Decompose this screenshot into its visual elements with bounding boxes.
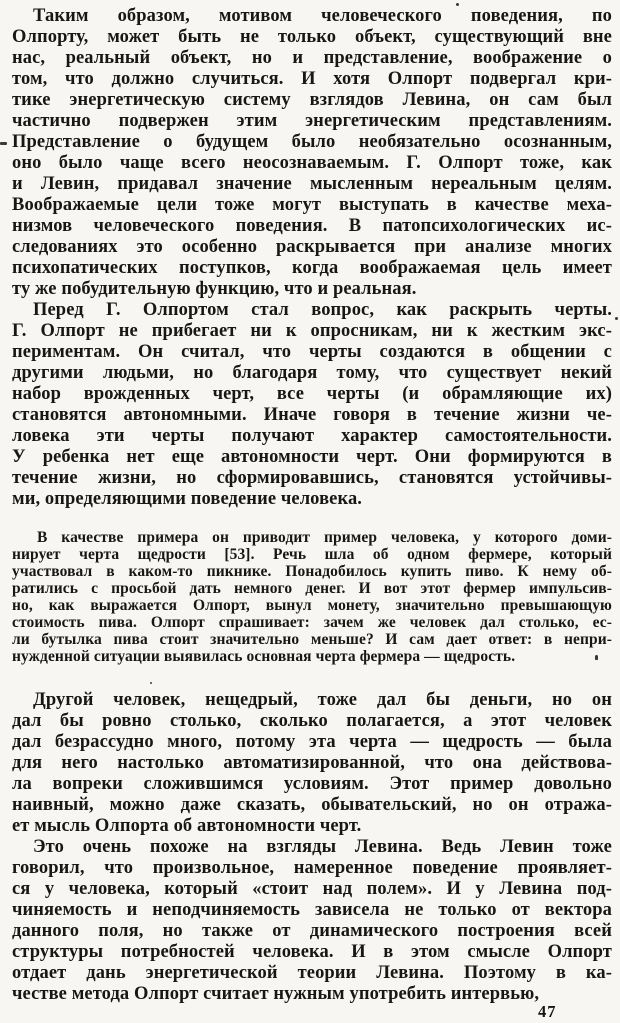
text-line: ратились с просьбой дать немного денег. И вот этот фермер импульсив- <box>12 580 612 597</box>
text-line: тике энергетическую систему взглядов Левина, он сам был <box>12 90 612 110</box>
text-line: оно было чаще всего неосознаваемым. Г. Олпорт тоже, как <box>12 153 612 173</box>
text-line: Таким образом, мотивом человеческого поведения, по <box>33 6 612 26</box>
text-line: говорил, что произвольное, намеренное поведение проявляет- <box>12 858 612 878</box>
text-line: нирует черта щедрости [53]. Речь шла об одном фермере, который <box>12 546 612 563</box>
text-line: и Левин, придавал значение мысленным нереальным целям. <box>12 174 612 194</box>
scan-speck-icon <box>615 317 618 320</box>
text-line: низмов человеческого поведения. В патопсихологических ис- <box>12 216 612 236</box>
paragraph <box>12 837 612 1005</box>
text-line: ловека эти черты получают характер самостоятельности. <box>12 426 612 446</box>
scan-speck-icon <box>595 655 598 660</box>
text-line: другими людьми, но благодаря тому, что существует некий <box>12 363 612 383</box>
text-line: том, что должно случиться. И хотя Олпорт подвергал кри- <box>12 69 612 89</box>
paragraph <box>12 300 612 510</box>
paragraph <box>12 690 612 837</box>
page-number: 47 <box>538 1002 557 1021</box>
text-line: ли бутылка пива стоит значительно меньше? И сам дает ответ: в непри- <box>12 631 612 648</box>
text-line: дал бы ровно столько, сколько полагается, а этот человек <box>12 711 612 731</box>
text-line: Перед Г. Олпортом стал вопрос, как раскрыть черты. <box>33 300 612 320</box>
scan-dash-icon <box>0 142 7 145</box>
text-line: нужденной ситуации выявилась основная черта фермера — щедрость. <box>12 648 516 665</box>
text-line: структуры потребностей человека. И в этом смысле Олпорт <box>12 942 612 962</box>
text-line: ту же побудительную функцию, что и реальная. <box>12 279 417 299</box>
text-line: ет мысль Олпорта об автономности черт. <box>12 816 362 836</box>
text-line: периментам. Он считал, что черты создаются в общении с <box>12 342 612 362</box>
text-line: стоимость пива. Олпорт спрашивает: зачем же человек дал столько, ес- <box>12 614 612 631</box>
text-line: В качестве примера он приводит пример человека, у которого доми- <box>37 529 612 546</box>
text-line: ми, определяющими поведение человека. <box>12 489 363 509</box>
text-line: становятся автономными. Иначе говоря в течение жизни че- <box>12 405 612 425</box>
scan-speck-icon <box>150 682 152 684</box>
text-line: частично подвержен этим энергетическим представлениям. <box>12 111 612 131</box>
text-line: нас, реальный объект, но и представление, воображение о <box>12 48 612 68</box>
scan-speck-icon <box>456 3 459 6</box>
text-line: Воображаемые цели тоже могут выступать в качестве меха- <box>12 195 612 215</box>
text-line: Это очень похоже на взгляды Левина. Ведь Левин тоже <box>33 837 612 857</box>
text-line: следованиях это особенно раскрывается при анализе многих <box>12 237 612 257</box>
text-line: отдает дань энергетической теории Левина. Поэтому в ка- <box>12 963 612 983</box>
text-line: дал безрассудно много, потому эта черта — щедрость — была <box>12 732 612 752</box>
text-line: ла вопреки сложившимся условиям. Этот пример довольно <box>12 774 612 794</box>
text-line: ся у человека, который «стоит над полем». И у Левина под- <box>12 879 612 899</box>
page-text <box>12 6 612 1005</box>
paragraph <box>12 6 612 300</box>
text-line: данного поля, но также от динамического построения всей <box>12 921 612 941</box>
text-line: честве метода Олпорт считает нужным употребить интервью, <box>12 984 540 1004</box>
text-line: чиняемость и неподчиняемость зависела не только от вектора <box>12 900 612 920</box>
text-line: для него настолько автоматизированной, что она действова- <box>12 753 612 773</box>
text-line: течение жизни, но сформировавшись, становятся устойчивы- <box>12 468 612 488</box>
text-line: но, как выражается Олпорт, вынул монету, значительно превышающую <box>12 597 612 614</box>
paragraph <box>12 529 612 665</box>
text-line: Другой человек, нещедрый, тоже дал бы деньги, но он <box>33 690 612 710</box>
text-line: психопатических поступков, когда воображаемая цель имеет <box>12 258 612 278</box>
text-line: Представление о будущем было необязательно осознанным, <box>12 132 612 152</box>
text-line: У ребенка нет еще автономности черт. Они формируются в <box>12 447 612 467</box>
text-line: Г. Олпорт не прибегает ни к опросникам, ни к жестким экс- <box>12 321 612 341</box>
text-line: наивный, можно даже сказать, обывательский, но он отража- <box>12 795 612 815</box>
text-line: участвовал в каком-то пикнике. Понадобилось купить пиво. К нему об- <box>12 563 612 580</box>
text-line: Олпорту, может быть не только объект, существующий вне <box>12 27 612 47</box>
text-line: набор врожденных черт, все черты (и обрамляющие их) <box>12 384 612 404</box>
